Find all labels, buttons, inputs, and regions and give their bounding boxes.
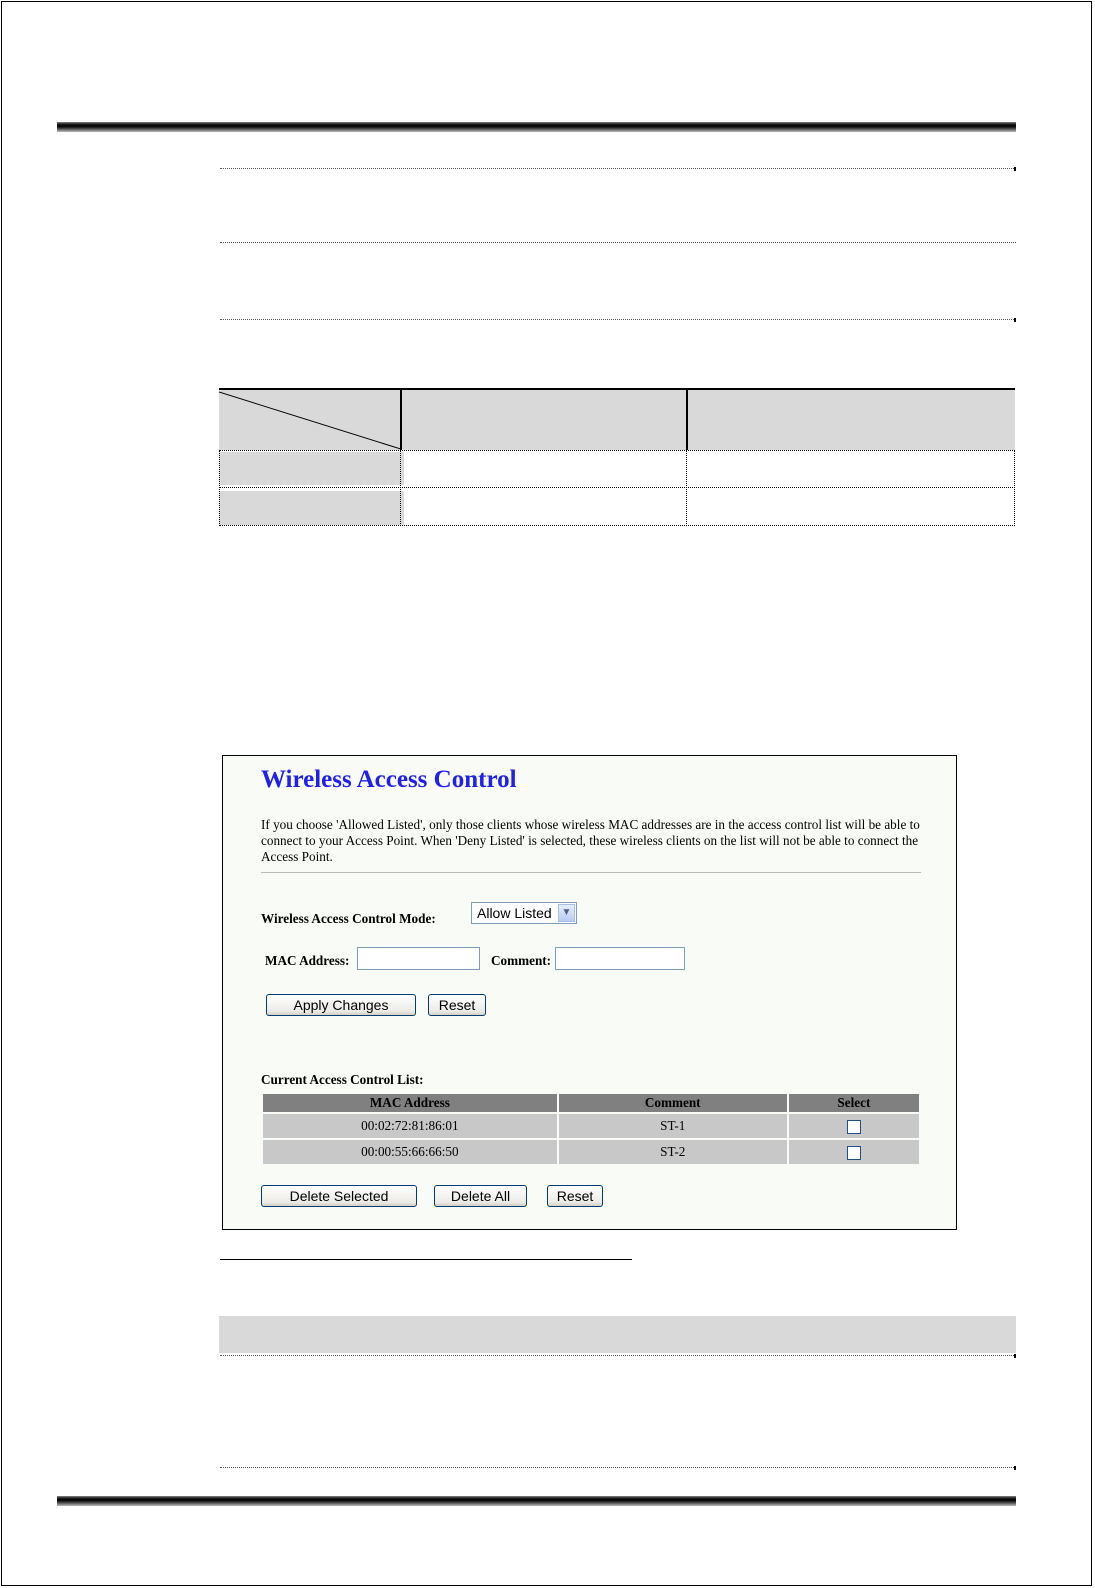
column-header-mac: MAC Address xyxy=(263,1094,557,1112)
table-line xyxy=(219,450,220,526)
table-row xyxy=(263,1114,919,1138)
caption-rule xyxy=(220,1259,632,1260)
list-title: Current Access Control List: xyxy=(261,1072,424,1087)
table-corner-cell xyxy=(219,390,404,450)
table-line xyxy=(686,450,687,526)
table-line xyxy=(219,525,1015,526)
mac-cell: 00:02:72:81:86:01 xyxy=(263,1114,557,1138)
mac-address-label: MAC Address: xyxy=(265,953,350,968)
comment-input[interactable] xyxy=(555,947,685,970)
dotted-rule xyxy=(220,1467,1016,1468)
dotted-rule xyxy=(220,242,1016,243)
reset-button[interactable]: Reset xyxy=(428,994,486,1016)
wireless-access-control-panel xyxy=(222,755,957,1230)
delete-all-button[interactable]: Delete All xyxy=(434,1185,527,1207)
row-select-checkbox[interactable] xyxy=(847,1120,861,1134)
blank-table xyxy=(219,388,1015,527)
column-header-comment: Comment xyxy=(559,1094,787,1112)
table-row-label xyxy=(219,452,404,485)
select-cell xyxy=(789,1114,919,1138)
table-row xyxy=(263,1140,919,1164)
mode-select-value: Allow Listed xyxy=(477,905,552,921)
table-header-row xyxy=(263,1094,919,1112)
dotted-rule xyxy=(220,1355,1016,1356)
chevron-down-icon[interactable]: ▼ xyxy=(558,904,575,922)
column-header-select: Select xyxy=(789,1094,919,1112)
table-line xyxy=(400,450,401,526)
comment-cell: ST-1 xyxy=(559,1114,787,1138)
access-control-table xyxy=(261,1092,921,1166)
row-select-checkbox[interactable] xyxy=(847,1146,861,1160)
table-header-cell xyxy=(686,390,1015,450)
apply-changes-button[interactable]: Apply Changes xyxy=(266,994,416,1016)
access-control-mode-select[interactable] xyxy=(471,902,577,924)
table-line xyxy=(1014,450,1015,526)
header-rule xyxy=(57,122,1016,132)
reset-list-button[interactable]: Reset xyxy=(547,1185,603,1207)
table-header-cell xyxy=(400,390,686,450)
dotted-rule xyxy=(220,168,1016,169)
table-line xyxy=(219,487,1015,488)
shaded-table-header xyxy=(219,1316,1016,1353)
comment-label: Comment: xyxy=(491,953,552,968)
table-line xyxy=(219,450,1015,451)
mode-label: Wireless Access Control Mode: xyxy=(261,911,436,926)
panel-title: Wireless Access Control xyxy=(261,766,517,793)
mac-cell: 00:00:55:66:66:50 xyxy=(263,1140,557,1164)
table-row-label xyxy=(219,491,404,525)
delete-selected-button[interactable]: Delete Selected xyxy=(261,1185,417,1207)
panel-description: If you choose 'Allowed Listed', only those clients whose wireless MAC addresses are in the access control list will be able to connect to your Access Point. When 'Deny Listed' is selected, these wireless clients on the list will not be able to connect the Access Point. xyxy=(261,817,920,864)
diagonal-line xyxy=(219,390,404,450)
divider xyxy=(261,872,921,873)
footer-rule xyxy=(57,1496,1016,1506)
dotted-rule xyxy=(220,319,1016,320)
comment-cell: ST-2 xyxy=(559,1140,787,1164)
select-cell xyxy=(789,1140,919,1164)
mac-address-input[interactable] xyxy=(357,947,480,970)
